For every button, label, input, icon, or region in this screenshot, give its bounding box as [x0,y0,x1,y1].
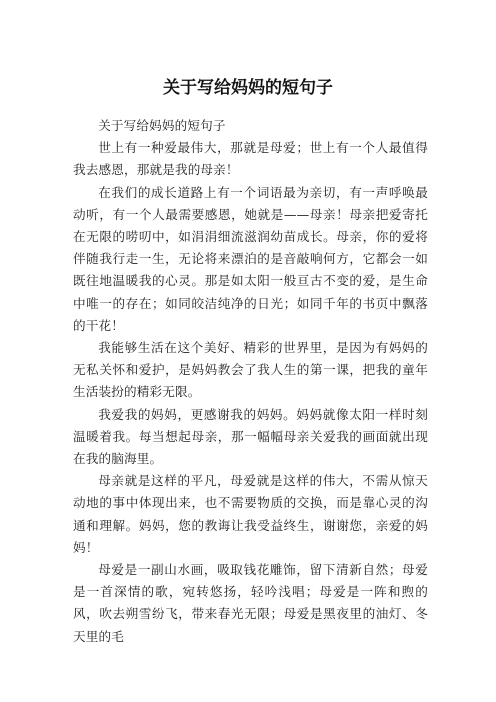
paragraph: 母爱是一副山水画，吸取钱花雕饰，留下清新自然；母爱是一首深情的歌，宛转悠扬，轻吟浅唱；母爱是一阵和煦的风，吹去朔雪纷飞，带来春光无限；母爱是黑夜里的油灯、冬天里的毛 [73,562,428,644]
paragraph-subtitle: 关于写给妈妈的短句子 [98,118,226,133]
document-title: 关于写给妈妈的短句子 [163,78,333,98]
paragraph: 我爱我的妈妈，更感谢我的妈妈。妈妈就像太阳一样时刻温暖着我。每当想起母亲，那一幅幅母亲关爱我的画面就出现在我的脑海里。 [73,406,428,467]
document-body [73,115,428,648]
paragraph: 在我们的成长道路上有一个词语最为亲切，有一声呼唤最动听，有一个人最需要感恩，她就是——母亲！母亲把爱寄托在无限的唠叨中，如涓涓细流滋润幼苗成长。母亲，你的爱将伴随我行走一生，无论将来漂泊的是音敲响何方，它都会一如既往地温暖我的心灵。那是如太阳一般亘古不变的爱，是生命中唯一的存在；如同皎洁纯净的日光；如同千年的书页中飘落的干花！ [73,184,428,333]
paragraph: 我能够生活在这个美好、精彩的世界里，是因为有妈妈的无私关怀和爱护，是妈妈教会了我人生的第一课，把我的童年生活装扮的精彩无限。 [73,340,428,400]
paragraph: 世上有一种爱最伟大，那就是母爱；世上有一个人最值得我去感恩，那就是我的母亲！ [73,140,428,178]
paragraph: 母亲就是这样的平凡，母爱就是这样的伟大，不需从惊天动地的事中体现出来，也不需要物质的交换，而是靠心灵的沟通和理解。妈妈，您的教诲让我受益终生，谢谢您，亲爱的妈妈！ [73,473,428,555]
